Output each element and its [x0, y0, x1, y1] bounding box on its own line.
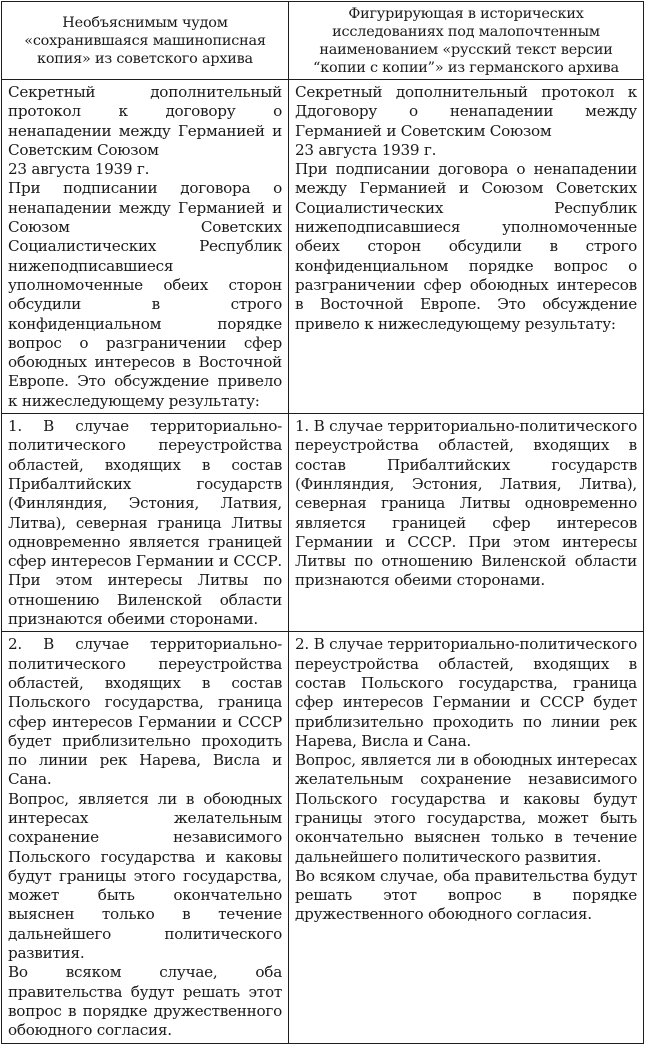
table-row: [2, 632, 644, 1043]
cell-soviet-point-1: [2, 414, 289, 632]
point-2-question: Вопрос, является ли в обоюдных интересах желательным сохранение независимого Польского государства и каковы будут границы этого государства, может быть окончательно выяснен только в течение дальнейшего политического развития.: [295, 751, 637, 866]
header-german-archive-copy: Фигурирующая в исторических исследованиях под малопочтенным наименованием «русский текст версии “копии с копии”» из германского архива: [289, 2, 644, 80]
point-2-agreement: Во всяком случае, оба правительства будут решать этот вопрос в порядке дружественного обоюдного согласия.: [8, 963, 282, 1040]
point-2-question: Вопрос, является ли в обоюдных интересах желательным сохранение независимого Польского государства и каковы будут границы этого государства, может быть окончательно выяснен только в течение дальнейшего политического развития.: [8, 789, 282, 963]
protocol-date: 23 августа 1939 г.: [8, 160, 150, 179]
point-2-text: 2. В случае территориально-политического переустройства областей, входящих в состав Польского государства, граница сфер интересов Германии и СССР будет приблизительно проходить по линии рек Нарева, Висла и Сана.: [8, 635, 282, 789]
preamble-text: При подписании договора о ненападении между Германией и Союзом Советских Социалистических Республик нижеподписавшиеся уполномоченные обеих сторон обсудили в строго конфиденциальном порядке вопрос о разграничении сфер обоюдных интересов в Восточной Европе. Это обсуждение привело к нижеследующему результату:: [295, 160, 637, 333]
protocol-date: 23 августа 1939 г.: [295, 140, 437, 159]
protocol-title: Секретный дополнительный протокол к договору о ненападении между Германией и Советским Союзом: [8, 83, 282, 159]
header-soviet-archive-copy: Необъяснимым чудом «сохранившаяся машинописная копия» из советского архива: [2, 2, 289, 80]
point-2-agreement: Во всяком случае, оба правительства будут решать этот вопрос в порядке дружественного обоюдного согласия.: [295, 866, 637, 924]
point-2-text: 2. В случае территориально-политического переустройства областей, входящих в состав Польского государства, граница сфер интересов Германии и СССР будет приблизительно проходить по линии рек Нарева, Висла и Сана.: [295, 635, 637, 750]
comparison-table: [1, 1, 644, 1044]
point-1-text: 1. В случае территориально-политического переустройства областей, входящих в состав Прибалтийских государств (Финляндия, Эстония, Латвия, Литва), северная граница Литвы одновременно является границей сфер интересов Германии и СССР. При этом интересы Литвы по отношению Виленской области признаются обеими сторонами.: [295, 417, 637, 590]
table-row: [2, 414, 644, 632]
cell-german-intro: [289, 80, 644, 414]
protocol-title: Секретный дополнительный протокол к Ддоговору о ненападении между Германией и Советским Союзом: [295, 83, 637, 140]
preamble-text: При подписании договора о ненападении между Германией и Союзом Советских Социалистических Республик нижеподписавшиеся уполномоченные обеих сторон обсудили в строго конфиденциальном порядке вопрос о разграничении сфер обоюдных интересов в Восточной Европе. Это обсуждение привело к нижеследующему результату:: [8, 179, 282, 410]
cell-soviet-point-2: [2, 632, 289, 1043]
cell-soviet-intro: [2, 80, 289, 414]
point-1-text: 1. В случае территориально-политического переустройства областей, входящих в состав Прибалтийских государств (Финляндия, Эстония, Латвия, Литва), северная граница Литвы одновременно является границей сфер интересов Германии и СССР. При этом интересы Литвы по отношению Виленской области признаются обеими сторонами.: [8, 417, 282, 629]
table-row: [2, 80, 644, 414]
cell-german-point-2: [289, 632, 644, 1043]
table-header-row: [2, 2, 644, 80]
cell-german-point-1: [289, 414, 644, 632]
